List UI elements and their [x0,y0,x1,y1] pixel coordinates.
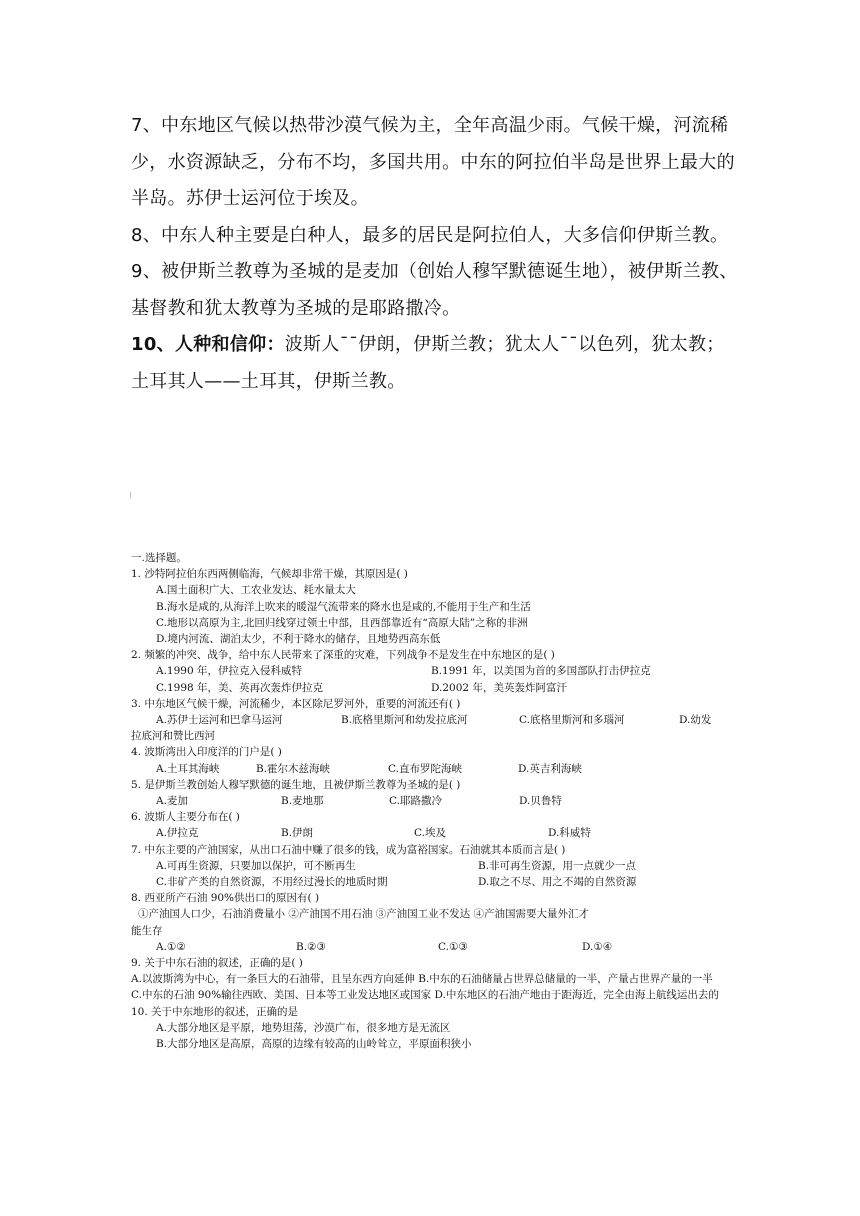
question-8-statements-continued: 能生存 [131,924,163,937]
question-7-option-a: A.可再生资源，只要加以保护，可不断再生 [156,859,356,872]
question-7-options-ab [131,858,735,874]
question-7-option-c: C.非矿产类的自然资源，不用经过漫长的地质时期 [156,876,388,889]
question-5-option-c: C.耶路撒冷 [389,795,442,808]
note-item-10 [131,327,741,400]
question-8-option-b: B.②③ [296,940,326,953]
question-4-options [131,761,735,777]
question-4-option-c: C.直布罗陀海峡 [388,762,462,775]
question-2-options-cd [131,680,735,696]
question-7-option-d: D.取之不尽、用之不竭的自然资源 [478,876,637,889]
question-5-option-d: D.贝鲁特 [519,795,562,808]
question-3-option-d: D.幼发 [679,714,712,727]
question-10-option-a: A.大部分地区是平原，地势坦荡，沙漠广布，很多地方是无流区 [156,1021,451,1034]
question-3-option-b: B.底格里斯河和幼发拉底河 [341,714,468,727]
question-6-option-c: C.埃及 [414,827,446,840]
question-7-option-b: B.非可再生资源，用一点就少一点 [478,859,637,872]
question-5-options [131,793,735,809]
question-1-option-d: D.境内河流、湖泊太少，不利于降水的储存，且地势西高东低 [156,633,441,646]
question-5-stem: 5. 是伊斯兰教创始人穆罕默德的诞生地，且被伊斯兰教尊为圣城的是( ) [131,778,461,791]
note-item-8: 8、中东人种主要是白种人，最多的居民是阿拉伯人，大多信仰伊斯兰教。 [131,224,729,246]
question-3-option-a: A.苏伊士运河和巴拿马运河 [156,714,283,727]
question-10-stem: 10. 关于中东地形的叙述，正确的是 [131,1005,299,1018]
question-2-stem: 2. 频繁的冲突、战争，给中东人民带来了深重的灾难，下列战争不是发生在中东地区的是( ) [131,649,555,662]
note-item-7: 7、中东地区气候以热带沙漠气候为主，全年高温少雨。气候干燥，河流稀少，水资源缺乏，分布不均，多国共用。中东的阿拉伯半岛是世界上最大的半岛。苏伊士运河位于埃及。 [131,115,735,209]
question-3-option-c: C.底格里斯河和多瑙河 [519,714,625,727]
question-6-option-d: D.科威特 [548,827,591,840]
question-6-options [131,825,735,841]
question-1-stem: 1. 沙特阿拉伯东西两侧临海，气候却非常干燥，其原因是( ) [131,568,408,581]
question-8-option-d: D.①④ [582,940,613,953]
question-4-option-d: D.英吉利海峡 [518,762,582,775]
question-10-option-b: B.大部分地区是高原，高原的边缘有较高的山岭耸立，平原面积狭小 [156,1038,472,1051]
question-3-options [131,712,735,728]
question-5-option-a: A.麦加 [156,795,188,808]
question-2-option-b: B.1991 年，以美国为首的多国部队打击伊拉克 [431,665,651,678]
question-6-option-b: B.伊朗 [281,827,314,840]
note-item-10-text: 波斯人¯¯伊朗，伊斯兰教；犹太人¯¯以色列，犹太教；土耳其人——土耳其，伊斯兰教。 [131,334,725,392]
question-2-option-d: D.2002 年，美英轰炸阿富汗 [431,681,567,694]
question-2-options-ab [131,663,735,679]
note-item-10-heading: 10、人种和信仰： [131,334,285,355]
question-6-option-a: A.伊拉克 [156,827,199,840]
question-8-option-c: C.①③ [438,940,468,953]
question-2-option-c: C.1998 年，美、英再次轰炸伊拉克 [156,681,324,694]
question-4-option-a: A.土耳其海峡 [156,762,220,775]
question-7-options-cd [131,874,735,890]
note-item-9: 9、被伊斯兰教尊为圣城的是麦加（创始人穆罕默德诞生地），被伊斯兰教、基督教和犹太教尊为圣城的是耶路撒冷。 [131,261,738,319]
question-1-option-a: A.国土面积广大、工农业发达、耗水量太大 [156,584,356,597]
question-2-option-a: A.1990 年，伊拉克入侵科威特 [156,665,302,678]
question-9-options-ab: A.以波斯湾为中心，有一条巨大的石油带，且呈东西方向延伸 B.中东的石油储量占世界总储量的一半，产量占世界产量的一半 [131,973,713,986]
question-8-option-a: A.①② [156,940,186,953]
question-3-stem: 3. 中东地区气候干燥，河流稀少，本区除尼罗河外，重要的河流还有( ) [131,697,461,710]
text-cursor-mark [130,492,131,498]
question-5-option-b: B.麦地那 [281,795,324,808]
key-points-section [131,108,741,400]
question-1-option-c: C.地形以高原为主,北回归线穿过领土中部，且西部靠近有“高原大陆”之称的非洲 [156,616,528,629]
question-4-stem: 4. 波斯湾出入印度洋的门户是( ) [131,746,282,759]
question-9-options-cd: C.中东的石油 90%输往西欧、美国、日本等工业发达地区或国家 D.中东地区的石油产地由于距海近，完全由海上航线运出去的 [131,989,719,1002]
question-4-option-b: B.霍尔木兹海峡 [256,762,331,775]
question-3-option-d-continued: 拉底河和赞比西河 [131,730,215,743]
question-8-options [131,939,735,955]
question-6-stem: 6. 波斯人主要分布在( ) [131,811,240,824]
question-1-option-b: B.海水是咸的,从海洋上吹来的暖湿气流带来的降水也是咸的,不能用于生产和生活 [156,600,531,613]
question-8-statements: ①产油国人口少，石油消费量小 ②产油国不用石油 ③产油国工业不发达 ④产油国需要大量外汇才 [138,908,590,921]
question-7-stem: 7. 中东主要的产油国家，从出口石油中赚了很多的钱，成为富裕国家。石油就其本质而言是( ) [131,843,566,856]
question-9-stem: 9. 关于中东石油的叙述，正确的是( ) [131,957,303,970]
section-title: 一.选择题。 [131,552,187,564]
quiz-section [131,550,735,1052]
question-8-stem: 8. 西亚所产石油 90%供出口的原因有( ) [131,892,320,905]
